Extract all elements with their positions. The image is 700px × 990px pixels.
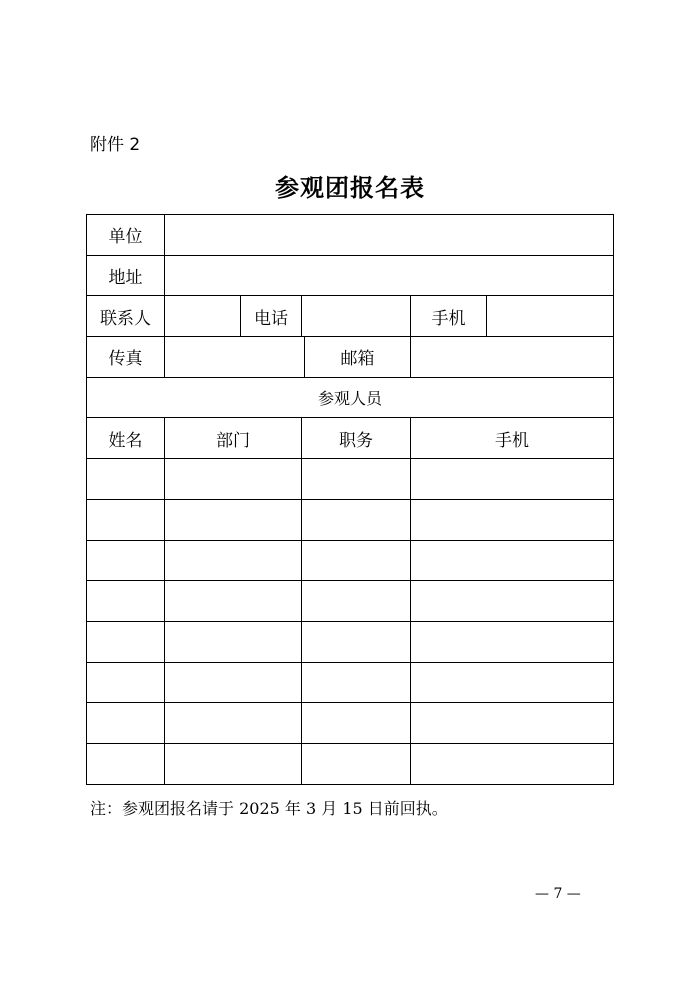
visitor-department-cell[interactable] — [165, 540, 302, 581]
address-label: 地址 — [87, 255, 165, 296]
visitor-row — [87, 499, 614, 540]
unit-row — [87, 215, 614, 256]
visitor-department-cell[interactable] — [165, 459, 302, 500]
visitor-department-cell[interactable] — [165, 703, 302, 744]
visitor-position-cell[interactable] — [302, 540, 411, 581]
email-label: 邮箱 — [305, 337, 411, 378]
visitor-mobile-cell[interactable] — [411, 743, 614, 784]
visitor-department-cell[interactable] — [165, 743, 302, 784]
visitor-name-cell[interactable] — [87, 621, 165, 662]
visitor-mobile-cell[interactable] — [411, 621, 614, 662]
visitor-mobile-cell[interactable] — [411, 581, 614, 622]
column-header-position: 职务 — [302, 418, 411, 459]
unit-label: 单位 — [87, 215, 165, 256]
visitors-section-label: 参观人员 — [87, 377, 614, 418]
page-number: — 7 — — [535, 886, 581, 902]
visitor-row — [87, 581, 614, 622]
fax-label: 传真 — [87, 337, 165, 378]
registration-form-table — [86, 214, 614, 785]
contact-row — [87, 296, 614, 337]
visitor-row — [87, 703, 614, 744]
visitor-position-cell[interactable] — [302, 459, 411, 500]
visitor-position-cell[interactable] — [302, 743, 411, 784]
visitor-name-cell[interactable] — [87, 662, 165, 703]
email-field[interactable] — [411, 337, 614, 378]
visitor-position-cell[interactable] — [302, 499, 411, 540]
visitor-name-cell[interactable] — [87, 499, 165, 540]
visitor-name-cell[interactable] — [87, 703, 165, 744]
column-header-mobile: 手机 — [411, 418, 614, 459]
visitor-department-cell[interactable] — [165, 581, 302, 622]
visitor-name-cell[interactable] — [87, 459, 165, 500]
column-header-department: 部门 — [165, 418, 302, 459]
visitor-department-cell[interactable] — [165, 621, 302, 662]
visitor-name-cell[interactable] — [87, 540, 165, 581]
visitor-position-cell[interactable] — [302, 703, 411, 744]
visitor-mobile-cell[interactable] — [411, 499, 614, 540]
visitor-department-cell[interactable] — [165, 662, 302, 703]
visitor-mobile-cell[interactable] — [411, 459, 614, 500]
visitor-position-cell[interactable] — [302, 581, 411, 622]
visitor-mobile-cell[interactable] — [411, 703, 614, 744]
visitor-row — [87, 743, 614, 784]
unit-field[interactable] — [165, 215, 614, 256]
visitors-header-row — [87, 418, 614, 459]
phone-field[interactable] — [302, 296, 411, 337]
contact-field[interactable] — [165, 296, 241, 337]
visitor-name-cell[interactable] — [87, 743, 165, 784]
form-title: 参观团报名表 — [275, 174, 425, 202]
phone-label: 电话 — [241, 296, 302, 337]
visitor-row — [87, 621, 614, 662]
mobile-field[interactable] — [487, 296, 614, 337]
visitor-position-cell[interactable] — [302, 662, 411, 703]
visitor-row — [87, 540, 614, 581]
fax-field[interactable] — [165, 337, 305, 378]
visitor-mobile-cell[interactable] — [411, 662, 614, 703]
fax-row — [87, 337, 614, 378]
column-header-name: 姓名 — [87, 418, 165, 459]
contact-label: 联系人 — [87, 296, 165, 337]
attachment-label: 附件 2 — [90, 135, 141, 155]
visitor-position-cell[interactable] — [302, 621, 411, 662]
visitor-mobile-cell[interactable] — [411, 540, 614, 581]
address-row — [87, 255, 614, 296]
visitor-department-cell[interactable] — [165, 499, 302, 540]
visitor-row — [87, 662, 614, 703]
visitor-name-cell[interactable] — [87, 581, 165, 622]
visitors-section-row — [87, 377, 614, 418]
visitor-row — [87, 459, 614, 500]
mobile-label: 手机 — [411, 296, 487, 337]
footer-note: 注：参观团报名请于 2025 年 3 月 15 日前回执。 — [90, 799, 448, 818]
address-field[interactable] — [165, 255, 614, 296]
